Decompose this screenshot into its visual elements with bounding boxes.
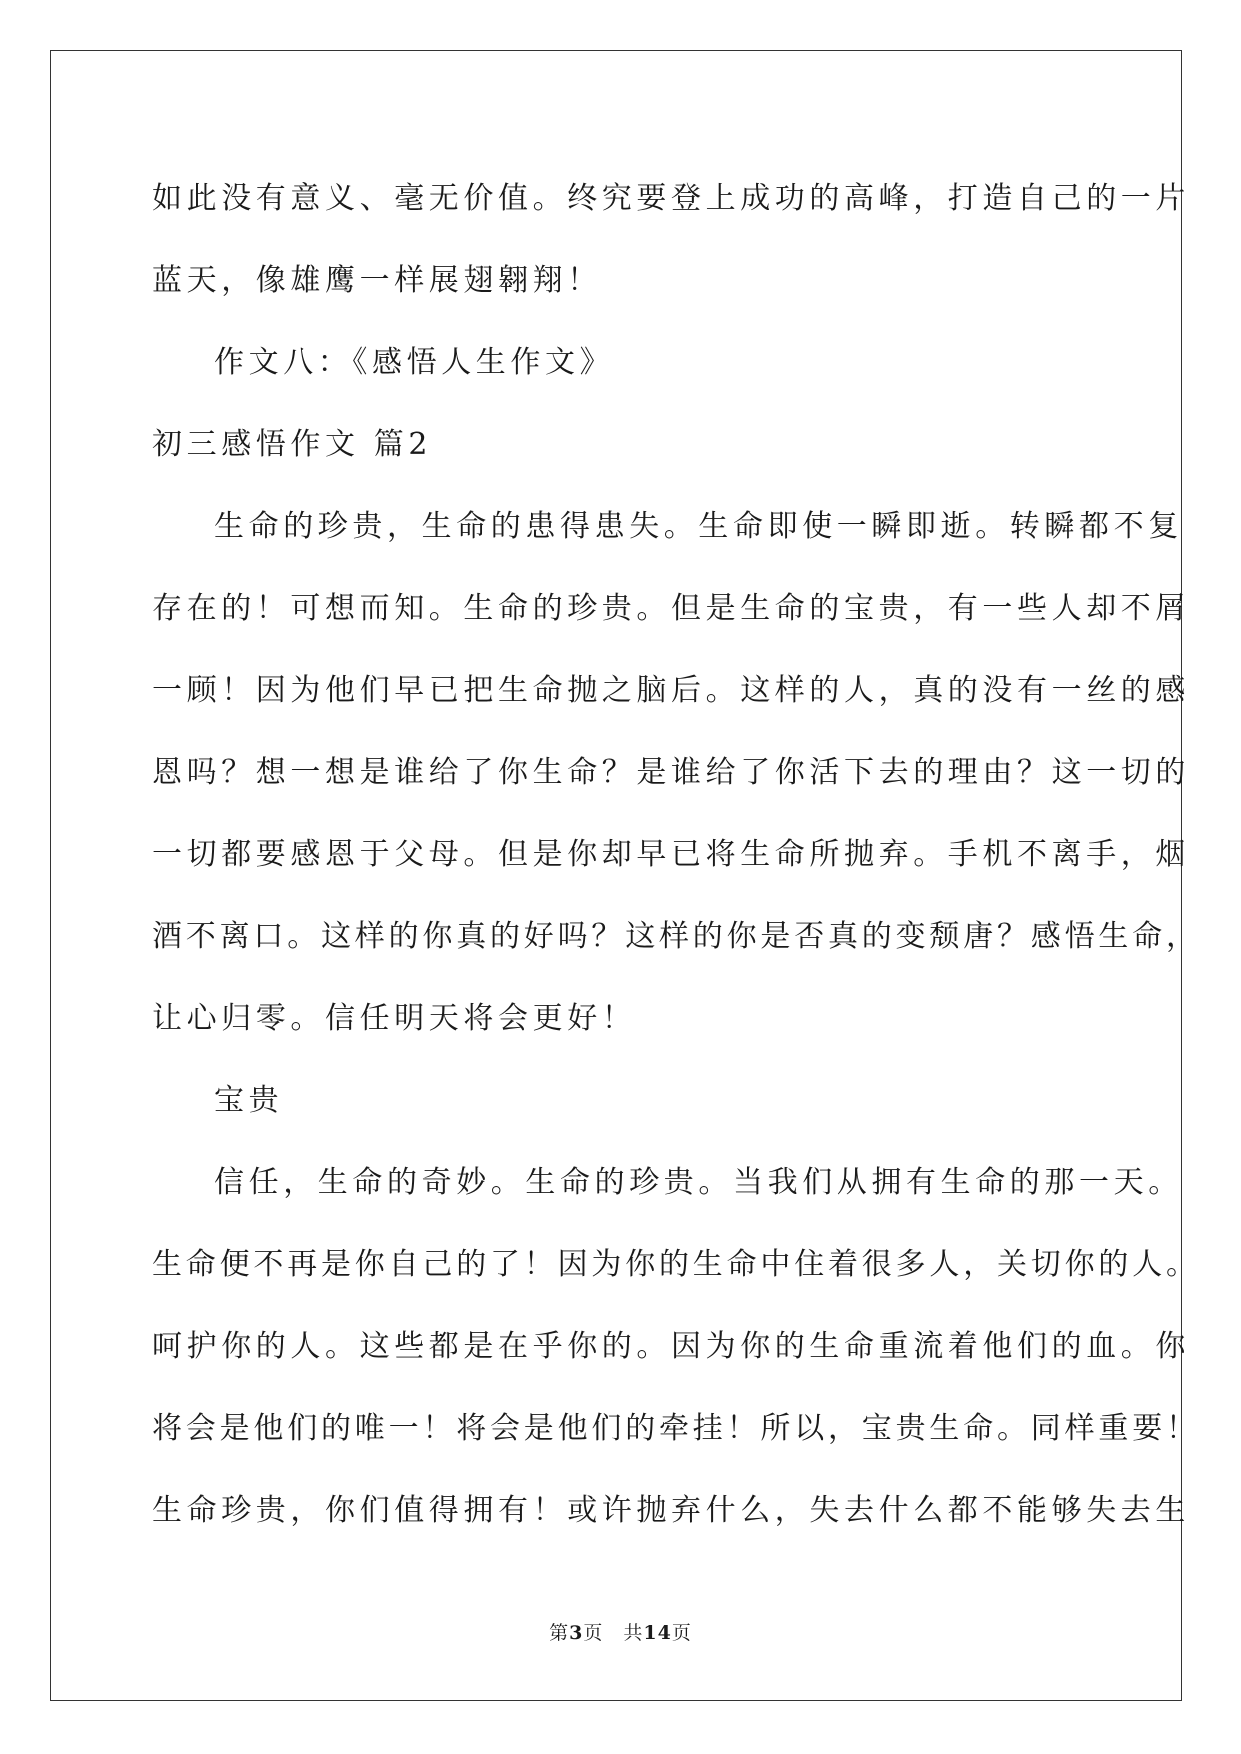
essay-title: 作文八：《感悟人生作文》 <box>214 345 615 380</box>
subheading: 宝贵 <box>214 1083 284 1118</box>
text-line: 信任，生命的奇妙。生命的珍贵。当我们从拥有生命的那一天。 <box>214 1165 1183 1200</box>
text-line: 呵护你的人。这些都是在乎你的。因为你的生命重流着他们的血。你 <box>152 1329 1190 1364</box>
text-line: 蓝天，像雄鹰一样展翅翱翔！ <box>152 263 602 298</box>
current-page-number: 3 <box>569 1622 584 1644</box>
text-line: 如此没有意义、毫无价值。终究要登上成功的高峰，打造自己的一片 <box>152 181 1190 216</box>
footer-suffix: 页 <box>671 1622 692 1644</box>
footer-prefix: 第 <box>549 1622 570 1644</box>
text-line: 一切都要感恩于父母。但是你却早已将生命所抛弃。手机不离手，烟 <box>152 837 1190 872</box>
text-line: 生命珍贵，你们值得拥有！或许抛弃什么，失去什么都不能够失去生 <box>152 1493 1190 1528</box>
text-line: 将会是他们的唯一！将会是他们的牵挂！所以，宝贵生命。同样重要！ <box>152 1411 1200 1446</box>
text-line: 酒不离口。这样的你真的好吗？这样的你是否真的变颓唐？感悟生命， <box>152 919 1200 954</box>
text-line: 一顾！因为他们早已把生命抛之脑后。这样的人，真的没有一丝的感 <box>152 673 1190 708</box>
text-line: 生命便不再是你自己的了！因为你的生命中住着很多人，关切你的人。 <box>152 1247 1200 1282</box>
page-footer <box>0 1618 1241 1645</box>
text-line: 恩吗？想一想是谁给了你生命？是谁给了你活下去的理由？这一切的 <box>152 755 1190 790</box>
document-body <box>152 158 1200 1552</box>
total-page-count: 14 <box>643 1622 672 1644</box>
text-line: 让心归零。信任明天将会更好！ <box>152 1001 637 1036</box>
text-line: 生命的珍贵，生命的患得患失。生命即使一瞬即逝。转瞬都不复 <box>214 509 1183 544</box>
footer-middle: 页 共 <box>583 1622 644 1644</box>
text-line: 存在的！可想而知。生命的珍贵。但是生命的宝贵，有一些人却不屑 <box>152 591 1190 626</box>
section-heading: 初三感悟作文 篇2 <box>152 427 433 462</box>
